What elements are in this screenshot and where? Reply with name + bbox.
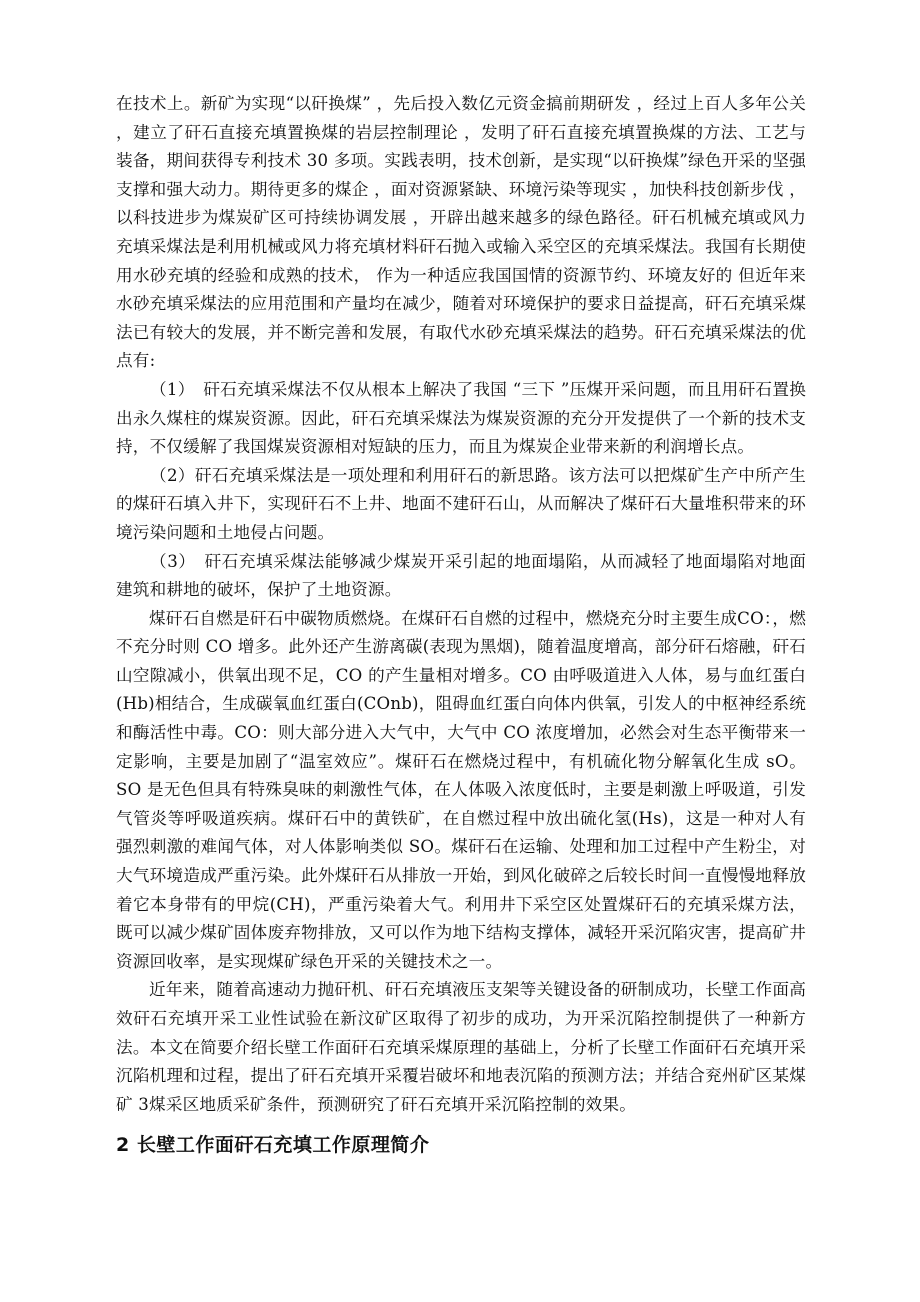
paragraph-intro: 在技术上。新矿为实现“以矸换煤” ，先后投入数亿元资金搞前期研发 ，经过上百人多年公关 ，建立了矸石直接充填置换煤的岩层控制理论 ，发明了矸石直接充填置换煤的方法、工艺与装备，期间获得专利技术 30 多项。实践表明，技术创新，是实现“以矸换煤”绿色开采的坚强支撑和强大动力。期待更多的煤企 ，面对资源紧缺、环境污染等现实 ，加快科技创新步伐 ，以科技进步为煤炭矿区可持续协调发展 ，开辟出越来越多的绿色路径。矸石机械充填或风力充填采煤法是利用机械或风力将充填材料矸石抛入或输入采空区的充填采煤法。我国有长期使用水砂充填的经验和成熟的技术， 作为一种适应我国国情的资源节约、环境友好的 但近年来水砂充填采煤法的应用范围和产量均在减少，随着对环境保护的要求日益提高，矸石充填采煤法已有较大的发展，并不断完善和发展，有取代水砂充填采煤法的趋势。矸石充填采煤法的优点有: <box>116 94 806 371</box>
section-heading: 2 长壁工作面矸石充填工作原理简介 <box>116 1134 430 1157</box>
list-item-1: （1） 矸石充填采煤法不仅从根本上解决了我国 “三下 ”压煤开采问题，而且用矸石置换出永久煤柱的煤炭资源。因此，矸石充填采煤法为煤炭资源的充分开发提供了一个新的技术支持，不仅缓解了我国煤炭资源相对短缺的压力，而且为煤炭企业带来新的利润增长点。 <box>116 379 806 457</box>
paragraph-recent-years: 近年来，随着高速动力抛矸机、矸石充填液压支架等关键设备的研制成功，长壁工作面高效矸石充填开采工业性试验在新汶矿区取得了初步的成功，为开采沉陷控制提供了一种新方法。本文在简要介绍长壁工作面矸石充填采煤原理的基础上，分析了长壁工作面矸石充填开采沉陷机理和过程，提出了矸石充填开采覆岩破坏和地表沉陷的预测方法；并结合兖州矿区某煤矿 3煤采区地质采矿条件，预测研究了矸石充填开采沉陷控制的效果。 <box>116 980 806 1114</box>
paragraph-spontaneous-combustion: 煤矸石自燃是矸石中碳物质燃烧。在煤矸石自燃的过程中，燃烧充分时主要生成CO：，燃不充分时则 CO 增多。此外还产生游离碳(表现为黑烟)，随着温度增高，部分矸石熔融，矸石山空隙减小，供氧出现不足，CO 的产生量相对增多。CO 由呼吸道进入人体，易与血红蛋白(Hb)相结合，生成碳氧血红蛋白(COnb)，阻碍血红蛋白向体内供氧，引发人的中枢神经系统和酶活性中毒。CO：则大部分进入大气中，大气中 CO 浓度增加，必然会对生态平衡带来一定影响，主要是加剧了“温室效应”。煤矸石在燃烧过程中，有机硫化物分解氧化生成 sO。SO 是无色但具有特殊臭味的刺激性气体，在人体吸入浓度低时，主要是刺激上呼吸道，引发气管炎等呼吸道疾病。煤矸石中的黄铁矿，在自燃过程中放出硫化氢(Hs)，这是一种对人有强烈刺激的难闻气体，对人体影响类似 SO。煤矸石在运输、处理和加工过程中产生粉尘，对大气环境造成严重污染。此外煤矸石从排放一开始，到风化破碎之后较长时间一直慢慢地释放着它本身带有的甲烷(CH)，严重污染着大气。利用井下采空区处置煤矸石的充填采煤方法，既可以减少煤矿固体废弃物排放，又可以作为地下结构支撑体，减轻开采沉陷灾害，提高矿井资源回收率，是实现煤矿绿色开采的关键技术之一。 <box>116 608 806 971</box>
list-item-3: （3） 矸石充填采煤法能够减少煤炭开采引起的地面塌陷，从而减轻了地面塌陷对地面建筑和耕地的破坏，保护了土地资源。 <box>116 551 806 600</box>
list-item-2: （2）矸石充填采煤法是一项处理和利用矸石的新思路。该方法可以把煤矿生产中所产生的煤矸石填入井下，实现矸石不上井、地面不建矸石山，从而解决了煤矸石大量堆积带来的环境污染问题和土地侵占问题。 <box>116 465 806 542</box>
